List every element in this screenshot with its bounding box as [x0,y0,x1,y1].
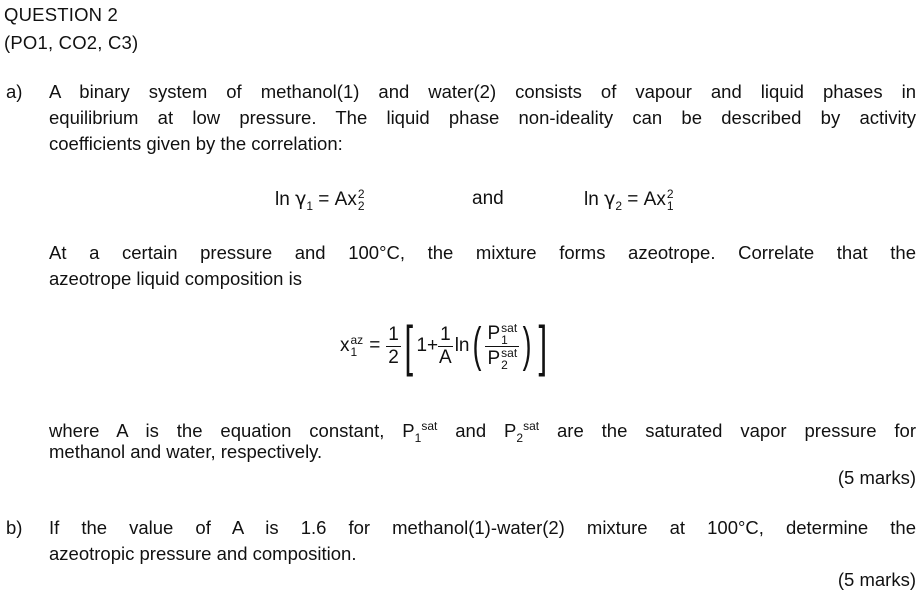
eq3-x-sub: 1 [350,345,358,359]
eq3-x-sup: az [350,333,364,347]
eq1-gamma: γ [295,188,307,210]
part-a-intro-line-1: A binary system of methanol(1) and water(2) consists of vapour and liquid phases in [49,81,916,102]
eq3-half-num: 1 [388,323,399,345]
question-title: QUESTION 2 [4,4,119,25]
eq3-p-num-sup: sat [501,320,518,335]
part-a-intro-line-3: coefficients given by the correlation: [49,133,343,154]
where-p2-sup: sat [523,419,540,433]
eq3-pressure-ratio [485,322,519,371]
where-text-2: and P [437,420,517,442]
equation-azeotrope-composition [340,314,551,377]
where-p1-sub: 1 [414,430,422,445]
eq1-x-scripts [358,188,365,212]
eq1-ln: ln [275,189,290,210]
eq1-rhs: = Ax [318,189,357,210]
equation-ln-gamma-1 [275,187,365,218]
eq2-gamma: γ [604,188,616,210]
eq3-inv-a-fraction [438,324,453,369]
eq1-x-sup: 2 [357,186,365,201]
where-line-2: methanol and water, respectively. [49,441,323,462]
eq3-half-den: 2 [388,346,399,368]
eq3-left-bracket: [ [404,314,413,377]
and-word: and [472,188,504,209]
eq3-p-num: P [487,322,501,344]
eq3-p-den-sup: sat [501,345,518,360]
where-text-3: are the saturated vapor pressure for [539,420,916,442]
part-b-label: b) [6,517,23,538]
eq3-p-den-scripts [501,347,517,371]
eq3-right-bracket: ] [538,314,548,377]
eq2-gamma-sub: 2 [615,198,623,213]
eq1-gamma-sub: 1 [306,198,314,213]
equation-ln-gamma-2 [584,187,674,218]
eq3-p-den: P [487,347,501,369]
where-text-1: where A is the equation constant, P [49,420,415,442]
eq3-one-plus: 1+ [416,335,439,356]
where-p1-sup: sat [421,419,438,433]
part-b-line-1: If the value of A is 1.6 for methanol(1)-water(2) mixture at 100°C, determine the [49,517,916,538]
eq3-inv-a-num: 1 [440,323,451,345]
part-a-marks: (5 marks) [837,467,916,488]
eq3-left-paren: ( [473,319,482,372]
part-b-line-2: azeotropic pressure and composition. [49,543,357,564]
eq3-equals: = [369,335,381,356]
eq3-x-scripts [351,334,364,358]
eq1-x-sub: 2 [357,198,365,213]
eq3-inv-a-den: A [439,346,452,368]
eq3-p-num-sub: 1 [501,332,508,347]
where-p2-sub: 2 [516,430,524,445]
eq3-ln: ln [454,335,470,356]
eq3-p-den-group [487,347,517,371]
eq3-p-num-scripts [501,322,517,346]
eq3-x: x [340,335,350,356]
eq2-rhs: = Ax [627,189,666,210]
eq2-x-scripts [667,188,674,212]
part-b-marks: (5 marks) [837,569,916,590]
eq2-x-sup: 2 [666,186,674,201]
eq3-p-den-sub: 2 [501,357,508,372]
azeotrope-line-2: azeotrope liquid composition is [49,268,302,289]
eq3-half-fraction [386,324,401,369]
eq3-right-paren: ) [522,319,532,372]
question-outcomes: (PO1, CO2, C3) [4,32,139,53]
eq2-ln: ln [584,189,599,210]
part-a-intro-line-2: equilibrium at low pressure. The liquid phase non-ideality can be described by activity [49,107,916,128]
part-a-label: a) [6,81,23,102]
azeotrope-line-1: At a certain pressure and 100°C, the mixture forms azeotrope. Correlate that the [49,242,916,263]
eq2-x-sub: 1 [666,198,674,213]
eq3-p-num-group [485,322,519,347]
